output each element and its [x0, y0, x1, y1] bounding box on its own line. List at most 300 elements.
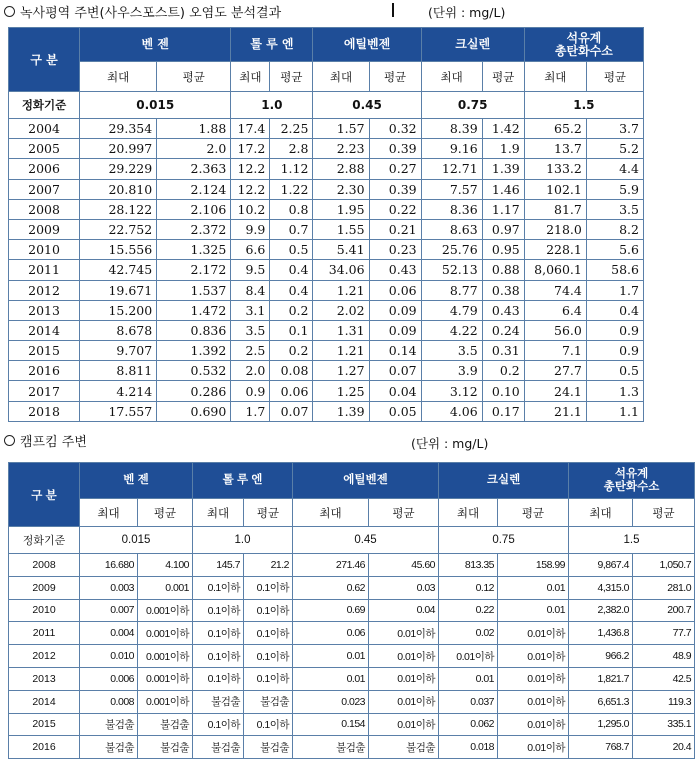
section1-table-row: [9, 260, 644, 280]
section1-value-cell: 2.88: [313, 159, 369, 179]
section2-value-cell: 불검출: [293, 736, 369, 759]
section2-value-cell: 0.01이하: [369, 690, 439, 713]
section1-value-cell: 0.97: [482, 219, 524, 239]
section1-value-cell: 0.31: [482, 341, 524, 361]
section2-compound-header: 벤 젠: [80, 463, 193, 499]
section1-subheader: 최대: [421, 62, 482, 92]
section1-value-cell: 0.4: [270, 260, 313, 280]
section1-value-cell: 1.22: [270, 179, 313, 199]
section1-table-row: [9, 199, 644, 219]
section2-value-cell: 0.1이하: [193, 667, 244, 690]
section1-value-cell: 0.10: [482, 381, 524, 401]
section1-value-cell: 6.6: [231, 240, 270, 260]
section2-value-cell: 0.12: [439, 576, 498, 599]
section2-value-cell: 0.062: [439, 713, 498, 736]
section1-value-cell: 65.2: [524, 119, 586, 139]
section2-value-cell: 1,295.0: [569, 713, 633, 736]
section1-table-row: [9, 401, 644, 421]
section2-value-cell: 0.001이하: [138, 667, 193, 690]
section1-value-cell: 2.363: [157, 159, 231, 179]
section2-value-cell: 0.01이하: [369, 713, 439, 736]
section1-value-cell: 0.21: [369, 219, 421, 239]
section2-compound-header: 톨 루 엔: [193, 463, 293, 499]
section2-value-cell: 0.1이하: [244, 713, 293, 736]
section2-value-cell: 6,651.3: [569, 690, 633, 713]
section2-table-row: [9, 667, 695, 690]
section1-value-cell: 3.1: [231, 300, 270, 320]
section1-subheader: 평균: [369, 62, 421, 92]
section2-table-row: [9, 690, 695, 713]
section2-value-cell: 0.010: [80, 645, 138, 668]
section2-value-cell: 158.99: [498, 554, 569, 577]
section2-value-cell: 0.01이하: [369, 622, 439, 645]
section2-value-cell: 0.01: [498, 599, 569, 622]
section1-table-row: [9, 300, 644, 320]
section1-value-cell: 0.2: [270, 341, 313, 361]
section1-value-cell: 8.36: [421, 199, 482, 219]
section1-standard-value: 0.015: [80, 92, 231, 119]
section1-value-cell: 2.30: [313, 179, 369, 199]
section1-value-cell: 0.88: [482, 260, 524, 280]
section2-value-cell: 불검출: [369, 736, 439, 759]
text-cursor-icon: [392, 3, 394, 17]
section2-subheader: 평균: [633, 499, 695, 527]
section1-value-cell: 0.09: [369, 300, 421, 320]
section2-value-cell: 0.1이하: [244, 667, 293, 690]
section1-value-cell: 0.17: [482, 401, 524, 421]
section2-value-cell: 966.2: [569, 645, 633, 668]
section1-value-cell: 2.25: [270, 119, 313, 139]
section1-value-cell: 0.4: [586, 300, 643, 320]
section1-value-cell: 8.63: [421, 219, 482, 239]
section1-value-cell: 0.2: [482, 361, 524, 381]
section1-value-cell: 0.32: [369, 119, 421, 139]
section2-value-cell: 0.22: [439, 599, 498, 622]
section1-value-cell: 1.95: [313, 199, 369, 219]
section1-value-cell: 0.38: [482, 280, 524, 300]
section2-subheader: 평균: [138, 499, 193, 527]
section1-standard-value: 0.45: [313, 92, 421, 119]
section1-compound-header: 크실렌: [421, 28, 524, 62]
section1-value-cell: 6.4: [524, 300, 586, 320]
section2-value-cell: 77.7: [633, 622, 695, 645]
section2-subheader: 평균: [244, 499, 293, 527]
section1-value-cell: 0.4: [270, 280, 313, 300]
section2-value-cell: 0.007: [80, 599, 138, 622]
section1-value-cell: 8.4: [231, 280, 270, 300]
section1-value-cell: 1.57: [313, 119, 369, 139]
section1-value-cell: 0.27: [369, 159, 421, 179]
section1-year-cell: 2016: [9, 361, 80, 381]
section1-year-cell: 2015: [9, 341, 80, 361]
section1-value-cell: 20.810: [80, 179, 157, 199]
section1-value-cell: 0.5: [270, 240, 313, 260]
section2-value-cell: 1,821.7: [569, 667, 633, 690]
section2-value-cell: 불검출: [80, 736, 138, 759]
section1-value-cell: 1.21: [313, 341, 369, 361]
section1-value-cell: 1.39: [482, 159, 524, 179]
section1-value-cell: 0.06: [270, 381, 313, 401]
section1-value-cell: 2.172: [157, 260, 231, 280]
section1-value-cell: 8.678: [80, 320, 157, 340]
section1-value-cell: 133.2: [524, 159, 586, 179]
section2-value-cell: 불검출: [244, 690, 293, 713]
section1-value-cell: 0.9: [586, 320, 643, 340]
section2-standard-value: 0.75: [439, 527, 569, 554]
section1-value-cell: 15.200: [80, 300, 157, 320]
section2-subheader: 평균: [498, 499, 569, 527]
section2-value-cell: 0.1이하: [244, 599, 293, 622]
section1-value-cell: 9.5: [231, 260, 270, 280]
section1-value-cell: 0.532: [157, 361, 231, 381]
section2-table-row: [9, 736, 695, 759]
section2-value-cell: 불검출: [138, 713, 193, 736]
section1-value-cell: 3.12: [421, 381, 482, 401]
section2-unit: (단위 : mg/L): [411, 436, 489, 451]
section2-value-cell: 0.69: [293, 599, 369, 622]
section1-value-cell: 19.671: [80, 280, 157, 300]
section1-table-row: [9, 381, 644, 401]
section1-value-cell: 0.06: [369, 280, 421, 300]
section1-table-row: [9, 219, 644, 239]
section2-value-cell: 0.03: [369, 576, 439, 599]
section2-compound-header: 크실렌: [439, 463, 569, 499]
section1-year-cell: 2014: [9, 320, 80, 340]
section2-value-cell: 813.35: [439, 554, 498, 577]
section1-value-cell: 102.1: [524, 179, 586, 199]
section2-value-cell: 1,050.7: [633, 554, 695, 577]
section1-value-cell: 15.556: [80, 240, 157, 260]
section1-value-cell: 0.04: [369, 381, 421, 401]
section2-value-cell: 21.2: [244, 554, 293, 577]
section1-value-cell: 29.354: [80, 119, 157, 139]
section1-value-cell: 0.9: [231, 381, 270, 401]
section1-compound-header: 석유계 총탄화수소: [524, 28, 643, 62]
section1-value-cell: 7.1: [524, 341, 586, 361]
section1-table: [8, 27, 644, 422]
section2-value-cell: 0.62: [293, 576, 369, 599]
section1-standard-label: 정화기준: [9, 92, 80, 119]
section2-value-cell: 0.003: [80, 576, 138, 599]
section2-value-cell: 0.037: [439, 690, 498, 713]
section2-value-cell: 1,436.8: [569, 622, 633, 645]
section1-subheader: 최대: [80, 62, 157, 92]
section2-table-row: [9, 622, 695, 645]
section2-value-cell: 0.01이하: [498, 645, 569, 668]
section1-value-cell: 3.7: [586, 119, 643, 139]
section1-value-cell: 5.9: [586, 179, 643, 199]
section1-value-cell: 20.997: [80, 139, 157, 159]
section1-value-cell: 13.7: [524, 139, 586, 159]
section1-value-cell: 0.43: [482, 300, 524, 320]
section1-standard-value: 1.5: [524, 92, 643, 119]
section1-value-cell: 25.76: [421, 240, 482, 260]
section1-subheader: 평균: [482, 62, 524, 92]
section1-value-cell: 8.77: [421, 280, 482, 300]
section1-value-cell: 2.8: [270, 139, 313, 159]
section1-year-cell: 2013: [9, 300, 80, 320]
section1-table-row: [9, 179, 644, 199]
section2-year-cell: 2012: [9, 645, 80, 668]
section2-value-cell: 4.100: [138, 554, 193, 577]
section1-table-row: [9, 361, 644, 381]
section1-subheader: 최대: [313, 62, 369, 92]
section1-value-cell: 0.95: [482, 240, 524, 260]
section2-table-row: [9, 713, 695, 736]
section1-value-cell: 2.5: [231, 341, 270, 361]
section2-value-cell: 불검출: [193, 736, 244, 759]
section1-value-cell: 52.13: [421, 260, 482, 280]
section1-value-cell: 3.9: [421, 361, 482, 381]
section1-value-cell: 0.7: [270, 219, 313, 239]
section1-value-cell: 2.0: [157, 139, 231, 159]
section2-value-cell: 0.001이하: [138, 622, 193, 645]
section1-value-cell: 1.3: [586, 381, 643, 401]
section1-value-cell: 2.372: [157, 219, 231, 239]
section1-value-cell: 0.8: [270, 199, 313, 219]
section1-value-cell: 1.1: [586, 401, 643, 421]
section1-value-cell: 34.06: [313, 260, 369, 280]
section1-value-cell: 9.9: [231, 219, 270, 239]
section1-value-cell: 0.2: [270, 300, 313, 320]
section2-title: [4, 431, 87, 450]
section2-value-cell: 0.1이하: [244, 576, 293, 599]
section1-table-row: [9, 240, 644, 260]
section2-value-cell: 불검출: [193, 690, 244, 713]
section1-year-cell: 2010: [9, 240, 80, 260]
section1-year-cell: 2018: [9, 401, 80, 421]
section1-value-cell: 0.22: [369, 199, 421, 219]
section1-value-cell: 0.05: [369, 401, 421, 421]
section2-value-cell: 145.7: [193, 554, 244, 577]
section2-value-cell: 0.001이하: [138, 599, 193, 622]
section2-value-cell: 0.023: [293, 690, 369, 713]
section1-value-cell: 0.09: [369, 320, 421, 340]
section1-year-cell: 2008: [9, 199, 80, 219]
section1-value-cell: 1.39: [313, 401, 369, 421]
section2-year-cell: 2008: [9, 554, 80, 577]
section2-value-cell: 0.154: [293, 713, 369, 736]
section1-value-cell: 1.31: [313, 320, 369, 340]
section1-value-cell: 7.57: [421, 179, 482, 199]
section2-value-cell: 335.1: [633, 713, 695, 736]
section2-value-cell: 0.01이하: [369, 667, 439, 690]
section1-table-row: [9, 119, 644, 139]
section2-table-row: [9, 645, 695, 668]
section2-value-cell: 0.006: [80, 667, 138, 690]
section1-year-cell: 2005: [9, 139, 80, 159]
section2-value-cell: 768.7: [569, 736, 633, 759]
section1-value-cell: 2.124: [157, 179, 231, 199]
section2-value-cell: 42.5: [633, 667, 695, 690]
section1-value-cell: 4.22: [421, 320, 482, 340]
section1-value-cell: 28.122: [80, 199, 157, 219]
section2-value-cell: 281.0: [633, 576, 695, 599]
section1-value-cell: 1.472: [157, 300, 231, 320]
section1-value-cell: 4.06: [421, 401, 482, 421]
section2-value-cell: 불검출: [244, 736, 293, 759]
section1-value-cell: 27.7: [524, 361, 586, 381]
section1-standard-value: 0.75: [421, 92, 524, 119]
section2-value-cell: 0.1이하: [193, 713, 244, 736]
section1-table-row: [9, 159, 644, 179]
section1-table-row: [9, 280, 644, 300]
section2-value-cell: 0.01이하: [439, 645, 498, 668]
section1-value-cell: 4.214: [80, 381, 157, 401]
section1-value-cell: 3.5: [231, 320, 270, 340]
section1-year-cell: 2006: [9, 159, 80, 179]
section1-subheader: 평균: [157, 62, 231, 92]
section1-value-cell: 0.14: [369, 341, 421, 361]
section1-value-cell: 24.1: [524, 381, 586, 401]
section1-value-cell: 218.0: [524, 219, 586, 239]
section1-value-cell: 12.71: [421, 159, 482, 179]
section1-value-cell: 4.4: [586, 159, 643, 179]
section2-year-cell: 2014: [9, 690, 80, 713]
section1-value-cell: 8.39: [421, 119, 482, 139]
section2-table-row: [9, 576, 695, 599]
section1-year-cell: 2004: [9, 119, 80, 139]
section1-value-cell: 5.2: [586, 139, 643, 159]
section2-value-cell: 2,382.0: [569, 599, 633, 622]
section1-value-cell: 1.88: [157, 119, 231, 139]
section2-corner-header: 구 분: [9, 463, 80, 527]
section1-value-cell: 2.23: [313, 139, 369, 159]
section2-value-cell: 0.01이하: [498, 736, 569, 759]
section1-value-cell: 0.24: [482, 320, 524, 340]
section1-value-cell: 1.12: [270, 159, 313, 179]
section1-value-cell: 17.2: [231, 139, 270, 159]
section2-year-cell: 2016: [9, 736, 80, 759]
section1-value-cell: 1.17: [482, 199, 524, 219]
section1-value-cell: 0.690: [157, 401, 231, 421]
circle-bullet-icon: [4, 6, 15, 17]
section2-compound-header: 에틸벤젠: [293, 463, 439, 499]
section2-value-cell: 0.001이하: [138, 645, 193, 668]
section2-value-cell: 0.01이하: [498, 622, 569, 645]
section2-year-cell: 2015: [9, 713, 80, 736]
section2-subheader: 평균: [369, 499, 439, 527]
section2-subheader: 최대: [80, 499, 138, 527]
section2-value-cell: 0.01: [293, 667, 369, 690]
section1-value-cell: 17.557: [80, 401, 157, 421]
section1-value-cell: 2.02: [313, 300, 369, 320]
section1-compound-header: 벤 젠: [80, 28, 231, 62]
section2-value-cell: 0.04: [369, 599, 439, 622]
section1-value-cell: 4.79: [421, 300, 482, 320]
section2-subheader: 최대: [293, 499, 369, 527]
section1-unit: (단위 : mg/L): [428, 5, 506, 20]
section2-value-cell: 119.3: [633, 690, 695, 713]
section2-value-cell: 0.1이하: [193, 645, 244, 668]
section1-value-cell: 228.1: [524, 240, 586, 260]
section1-value-cell: 9.707: [80, 341, 157, 361]
section1-table-row: [9, 320, 644, 340]
section1-compound-header: 톨 루 엔: [231, 28, 313, 62]
section1-value-cell: 0.286: [157, 381, 231, 401]
section2-year-cell: 2009: [9, 576, 80, 599]
section2-value-cell: 0.008: [80, 690, 138, 713]
section1-value-cell: 3.5: [586, 199, 643, 219]
section2-value-cell: 0.01이하: [498, 690, 569, 713]
section1-title-text: 녹사평역 주변(사우스포스트) 오염도 분석결과: [20, 6, 282, 21]
section2-compound-header: 석유계 총탄화수소: [569, 463, 695, 499]
section1-value-cell: 0.08: [270, 361, 313, 381]
section2-value-cell: 0.01: [498, 576, 569, 599]
section2-value-cell: 0.01이하: [498, 713, 569, 736]
section1-value-cell: 81.7: [524, 199, 586, 219]
section2-value-cell: 불검출: [80, 713, 138, 736]
section1-value-cell: 74.4: [524, 280, 586, 300]
section1-value-cell: 3.5: [421, 341, 482, 361]
section1-value-cell: 58.6: [586, 260, 643, 280]
section1-value-cell: 0.5: [586, 361, 643, 381]
section1-value-cell: 12.2: [231, 159, 270, 179]
section2-value-cell: 0.1이하: [244, 645, 293, 668]
section1-subheader: 최대: [524, 62, 586, 92]
section2-value-cell: 0.02: [439, 622, 498, 645]
section1-value-cell: 0.39: [369, 179, 421, 199]
section1-value-cell: 12.2: [231, 179, 270, 199]
section2-table: [8, 462, 695, 759]
section1-value-cell: 56.0: [524, 320, 586, 340]
section1-year-cell: 2012: [9, 280, 80, 300]
section1-subheader: 최대: [231, 62, 270, 92]
section2-standard-value: 1.5: [569, 527, 695, 554]
section1-subheader: 평균: [586, 62, 643, 92]
section1-standard-value: 1.0: [231, 92, 313, 119]
section2-value-cell: 0.001: [138, 576, 193, 599]
section2-value-cell: 4,315.0: [569, 576, 633, 599]
section2-value-cell: 9,867.4: [569, 554, 633, 577]
section2-value-cell: 0.01: [293, 645, 369, 668]
section2-value-cell: 271.46: [293, 554, 369, 577]
section1-value-cell: 10.2: [231, 199, 270, 219]
section2-value-cell: 0.01이하: [369, 645, 439, 668]
section2-subheader: 최대: [569, 499, 633, 527]
section2-standard-value: 0.45: [293, 527, 439, 554]
section1-value-cell: 22.752: [80, 219, 157, 239]
section1-value-cell: 0.1: [270, 320, 313, 340]
section2-value-cell: 48.9: [633, 645, 695, 668]
section1-value-cell: 8,060.1: [524, 260, 586, 280]
section2-value-cell: 16.680: [80, 554, 138, 577]
section1-value-cell: 1.392: [157, 341, 231, 361]
section2-value-cell: 0.018: [439, 736, 498, 759]
section1-value-cell: 29.229: [80, 159, 157, 179]
section1-year-cell: 2007: [9, 179, 80, 199]
section1-value-cell: 1.9: [482, 139, 524, 159]
section2-standard-value: 0.015: [80, 527, 193, 554]
section1-value-cell: 21.1: [524, 401, 586, 421]
section2-year-cell: 2011: [9, 622, 80, 645]
section1-value-cell: 17.4: [231, 119, 270, 139]
section2-year-cell: 2010: [9, 599, 80, 622]
section2-value-cell: 0.1이하: [193, 622, 244, 645]
section2-subheader: 최대: [439, 499, 498, 527]
section1-year-cell: 2017: [9, 381, 80, 401]
section1-value-cell: 0.9: [586, 341, 643, 361]
section1-value-cell: 0.836: [157, 320, 231, 340]
section1-value-cell: 9.16: [421, 139, 482, 159]
section1-table-row: [9, 139, 644, 159]
section2-value-cell: 45.60: [369, 554, 439, 577]
section1-value-cell: 1.25: [313, 381, 369, 401]
section1-title: [4, 2, 281, 21]
section2-value-cell: 불검출: [138, 736, 193, 759]
section1-value-cell: 8.811: [80, 361, 157, 381]
section1-year-cell: 2011: [9, 260, 80, 280]
